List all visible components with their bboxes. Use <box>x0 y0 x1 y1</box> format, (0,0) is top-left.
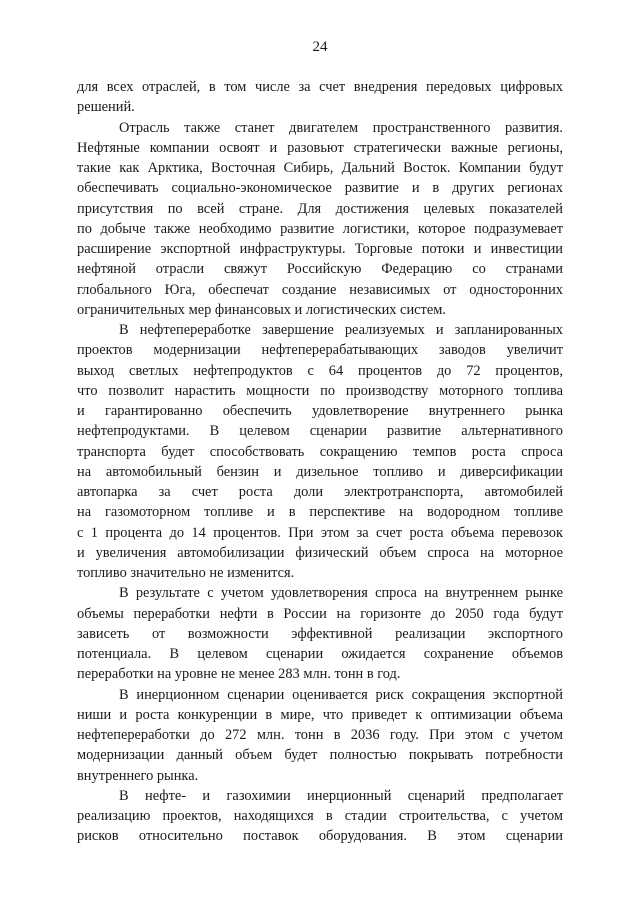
text-line: зависеть от возможности эффективной реализации экспортного <box>77 625 563 642</box>
text-line: по добыче также необходимо развитие логистики, которое подразумевает <box>77 220 563 237</box>
text-line: рисков относительно поставок оборудования. В этом сценарии <box>77 828 563 845</box>
text-line: нефтепродуктами. В целевом сценарии развитие альтернативного <box>77 423 563 440</box>
text-line: внутреннего рынка. <box>77 767 199 784</box>
text-line: модернизации данный объем будет полностью покрывать потребности <box>77 747 563 764</box>
text-line: такие как Арктика, Восточная Сибирь, Дальний Восток. Компании будут <box>77 160 563 176</box>
text-line: В инерционном сценарии оценивается риск сокращения экспортной <box>119 686 563 703</box>
text-line: для всех отраслей, в том числе за счет внедрения передовых цифровых <box>77 79 563 95</box>
text-line: объемы переработки нефти в России на горизонте до 2050 года будут <box>77 605 563 622</box>
paragraph <box>77 786 563 847</box>
text-line: потенциала. В целевом сценарии ожидается сохранение объемов <box>77 646 563 662</box>
paragraph <box>77 77 563 118</box>
text-line: реализацию проектов, находящихся в стадии строительства, с учетом <box>77 808 563 824</box>
text-line: на автомобильный бензин и дизельное топливо и диверсификации <box>77 463 563 480</box>
text-line: Нефтяные компании освоят и разовьют стратегически важные регионы, <box>77 139 563 156</box>
text-line: выход светлых нефтепродуктов с 64 процентов до 72 процентов, <box>77 362 563 379</box>
text-line: и увеличения автомобилизации физический объем спроса на моторное <box>77 544 563 561</box>
text-line: В нефте- и газохимии инерционный сценарий предполагает <box>119 787 563 804</box>
page-number: 24 <box>312 39 328 55</box>
text-line: обеспечивать социально-экономическое развитие и в других регионах <box>77 180 563 197</box>
text-line: ограничительных мер финансовых и логистических систем. <box>77 301 446 318</box>
paragraph <box>77 118 563 321</box>
text-line: переработки на уровне не менее 283 млн. тонн в год. <box>77 666 401 683</box>
paragraph <box>77 320 563 583</box>
text-line: на газомоторном топливе и в перспективе на водородном топливе <box>77 504 563 521</box>
text-line: решений. <box>77 99 135 116</box>
text-line: нефтепереработки до 272 млн. тонн в 2036 году. При этом с учетом <box>77 727 563 743</box>
text-line: присутствия по всей стране. Для достижения целевых показателей <box>77 200 563 217</box>
text-line: что позволит нарастить мощности по производству моторного топлива <box>77 382 563 399</box>
text-line: глобального Юга, обеспечат создание независимых от односторонних <box>77 281 563 298</box>
text-line: В нефтепереработке завершение реализуемых и запланированных <box>119 322 563 338</box>
paragraph <box>77 583 563 684</box>
text-line: топливо значительно не изменится. <box>77 565 295 581</box>
text-line: проектов модернизации нефтеперерабатывающих заводов увеличит <box>77 342 563 359</box>
paragraph <box>77 685 563 786</box>
text-line: с 1 процента до 14 процентов. При этом за счет роста объема перевозок <box>77 524 563 541</box>
text-line: автопарка за счет роста доли электротранспорта, автомобилей <box>77 484 563 500</box>
text-line: В результате с учетом удовлетворения спроса на внутреннем рынке <box>119 585 563 602</box>
document-body <box>77 77 563 847</box>
text-line: и гарантированно обеспечить удовлетворение внутреннего рынка <box>77 403 563 419</box>
text-line: расширение экспортной инфраструктуры. Торговые потоки и инвестиции <box>77 241 563 257</box>
text-line: нефтяной отрасли свяжут Российскую Федерацию со странами <box>77 261 563 278</box>
text-line: ниши и роста конкуренции в мире, что приведет к оптимизации объема <box>77 706 563 723</box>
text-line: Отрасль также станет двигателем пространственного развития. <box>119 119 563 136</box>
text-line: транспорта будет способствовать сокращению темпов роста спроса <box>77 443 563 460</box>
